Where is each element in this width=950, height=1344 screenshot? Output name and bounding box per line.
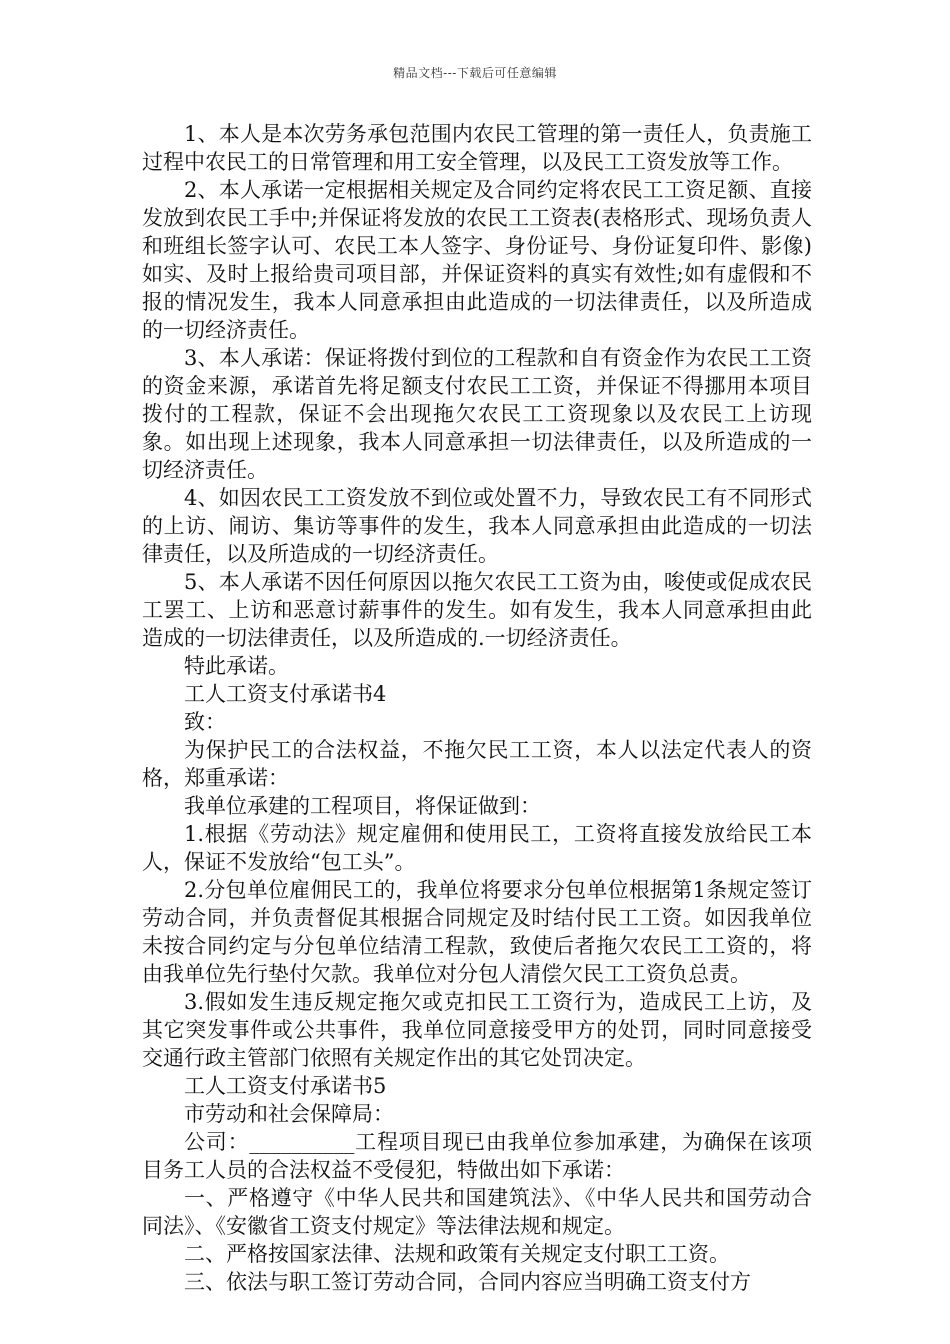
- page-header: 精品文档---下载后可任意编辑: [393, 66, 557, 80]
- closing-statement: 特此承诺。: [184, 654, 289, 678]
- paragraph: 3、本人承诺：保证将拨付到位的工程款和自有资金作为农民工工资的资金来源，承诺首先将足额支付农民工工资，并保证不得挪用本项目拨付的工程款，保证不会出现拖欠农民工工资现象以及农民工上访现象。如出现上述现象，我本人同意承担一切法律责任，以及所造成的一切经济责任。: [142, 346, 812, 482]
- paragraph: 三、依法与职工签订劳动合同，合同内容应当明确工资支付方: [184, 1270, 751, 1294]
- section-title: 工人工资支付承诺书5: [184, 1074, 387, 1098]
- paragraph: 4、如因农民工工资发放不到位或处置不力，导致农民工有不同形式的上访、闹访、集访等事件的发生，我本人同意承担由此造成的一切法律责任，以及所造成的一切经济责任。: [142, 486, 812, 566]
- paragraph: 二、严格按国家法律、法规和政策有关规定支付职工工资。: [184, 1242, 730, 1266]
- paragraph: 一、严格遵守《中华人民共和国建筑法》、《中华人民共和国劳动合同法》、《安徽省工资支付规定》等法律法规和规定。: [142, 1186, 812, 1238]
- paragraph: 我单位承建的工程项目，将保证做到：: [184, 794, 541, 818]
- salutation: 市劳动和社会保障局：: [184, 1102, 394, 1126]
- paragraph: 2、本人承诺一定根据相关规定及合同约定将农民工工资足额、直接发放到农民工手中;并保证将发放的农民工工资表(表格形式、现场负责人和班组长签字认可、农民工本人签字、身份证号、身份证复印件、影像)如实、及时上报给贵司项目部，并保证资料的真实有效性;如有虚假和不报的情况发生，我本人同意承担由此造成的一切法律责任，以及所造成的一切经济责任。: [142, 178, 812, 342]
- paragraph: 2.分包单位雇佣民工的，我单位将要求分包单位根据第1条规定签订劳动合同，并负责督促其根据合同规定及时结付民工工资。如因我单位未按合同约定与分包单位结清工程款，致使后者拖欠农民工工资的，将由我单位先行垫付欠款。我单位对分包人清偿欠民工工资负总责。: [142, 878, 812, 986]
- salutation: 致：: [184, 710, 226, 734]
- paragraph: 1.根据《劳动法》规定雇佣和使用民工，工资将直接发放给民工本人，保证不发放给“包工头”。: [142, 822, 812, 874]
- section-title: 工人工资支付承诺书4: [184, 682, 387, 706]
- paragraph: 公司：__________工程项目现已由我单位参加承建，为确保在该项目务工人员的合法权益不受侵犯，特做出如下承诺：: [142, 1130, 812, 1182]
- paragraph: 为保护民工的合法权益，不拖欠民工工资，本人以法定代表人的资格，郑重承诺：: [142, 738, 812, 790]
- paragraph: 5、本人承诺不因任何原因以拖欠农民工工资为由，唆使或促成农民工罢工、上访和恶意讨薪事件的发生。如有发生，我本人同意承担由此造成的一切法律责任，以及所造成的.一切经济责任。: [142, 570, 812, 650]
- paragraph: 1、本人是本次劳务承包范围内农民工管理的第一责任人，负责施工过程中农民工的日常管理和用工安全管理，以及民工工资发放等工作。: [142, 122, 812, 174]
- document-body: [142, 120, 812, 1296]
- paragraph: 3.假如发生违反规定拖欠或克扣民工工资行为，造成民工上访，及其它突发事件或公共事件，我单位同意接受甲方的处罚，同时同意接受交通行政主管部门依照有关规定作出的其它处罚决定。: [142, 990, 812, 1070]
